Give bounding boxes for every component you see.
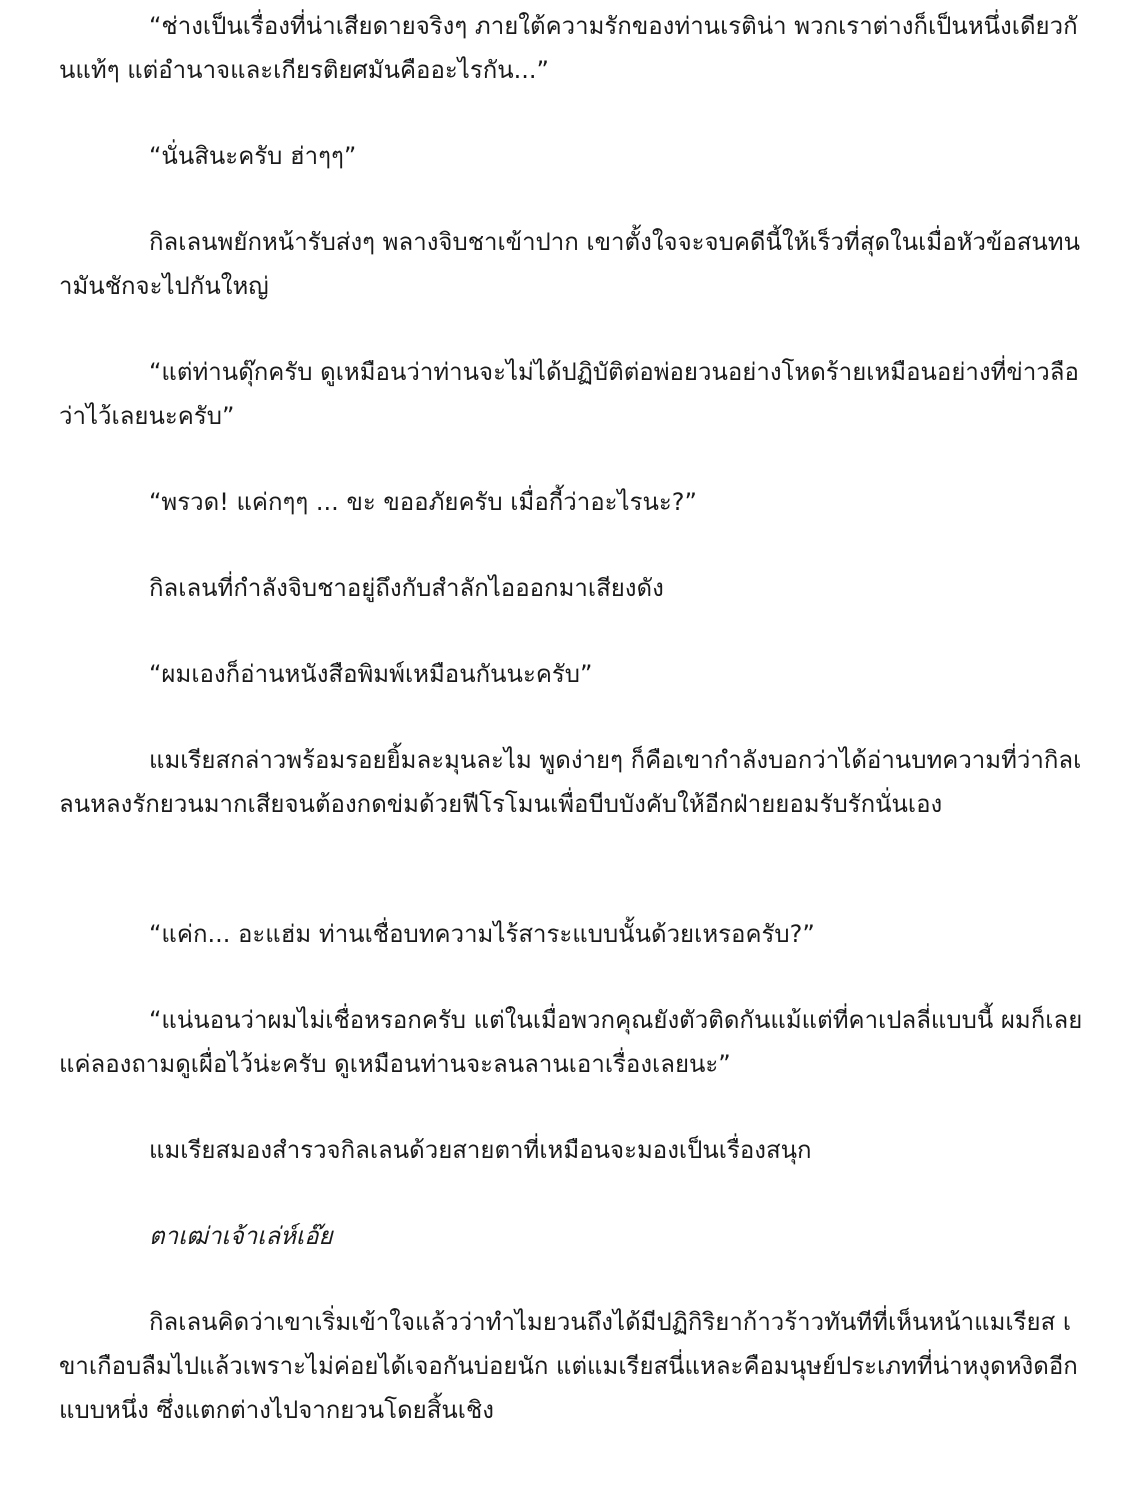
paragraph: “นั่นสินะครับ ฮ่าๆๆ” [149, 142, 357, 170]
paragraph: แมเรียสมองสำรวจกิลเลนด้วยสายตาที่เหมือนจะมองเป็นเรื่องสนุก [149, 1136, 812, 1164]
paragraph: “แค่ก... อะแฮ่ม ท่านเชื่อบทความไร้สาระแบบนั้นด้วยเหรอครับ?” [149, 920, 815, 948]
paragraph: “ผมเองก็อ่านหนังสือพิมพ์เหมือนกันนะครับ” [149, 660, 593, 688]
paragraph: กิลเลนคิดว่าเขาเริ่มเข้าใจแล้วว่าทำไมยวนถึงได้มีปฏิกิริยาก้าวร้าวทันทีที่เห็นหน้าแมเรียส เขาเกือบลืมไปแล้วเพราะไม่ค่อยได้เจอกันบ่อยนัก แต่แมเรียสนี่แหละคือมนุษย์ประเภทที่น่าหงุดหงิดอีกแบบหนึ่ง ซึ่งแตกต่างไปจากยวนโดยสิ้นเชิง [59, 1308, 1078, 1424]
paragraph: “แต่ท่านดุ๊กครับ ดูเหมือนว่าท่านจะไม่ได้ปฏิบัติต่อพ่อยวนอย่างโหดร้ายเหมือนอย่างที่ข่าวลือว่าไว้เลยนะครับ” [59, 358, 1079, 430]
paragraph: กิลเลนที่กำลังจิบชาอยู่ถึงกับสำลักไอออกมาเสียงดัง [149, 574, 664, 602]
italic-thought-paragraph: ตาเฒ่าเจ้าเล่ห์เอ๊ย [149, 1222, 333, 1250]
paragraph: “พรวด! แค่กๆๆ ... ขะ ขออภัยครับ เมื่อกี้ว่าอะไรนะ?” [149, 488, 697, 516]
paragraph: กิลเลนพยักหน้ารับส่งๆ พลางจิบชาเข้าปาก เขาตั้งใจจะจบคดีนี้ให้เร็วที่สุดในเมื่อหัวข้อสนทนามันชักจะไปกันใหญ่ [59, 228, 1081, 300]
paragraph: แมเรียสกล่าวพร้อมรอยยิ้มละมุนละไม พูดง่ายๆ ก็คือเขากำลังบอกว่าได้อ่านบทความที่ว่ากิลเลนหลงรักยวนมากเสียจนต้องกดข่มด้วยฟีโรโมนเพื่อบีบบังคับให้อีกฝ่ายยอมรับรักนั่นเอง [59, 746, 1082, 818]
paragraph: “ช่างเป็นเรื่องที่น่าเสียดายจริงๆ ภายใต้ความรักของท่านเรติน่า พวกเราต่างก็เป็นหนึ่งเดียวกันแท้ๆ แต่อำนาจและเกียรติยศมันคืออะไรกัน...” [59, 12, 1078, 84]
paragraph: “แน่นอนว่าผมไม่เชื่อหรอกครับ แต่ในเมื่อพวกคุณยังตัวติดกันแม้แต่ที่คาเปลลี่แบบนี้ ผมก็เลยแค่ลองถามดูเผื่อไว้น่ะครับ ดูเหมือนท่านจะลนลานเอาเรื่องเลยนะ” [59, 1006, 1083, 1078]
